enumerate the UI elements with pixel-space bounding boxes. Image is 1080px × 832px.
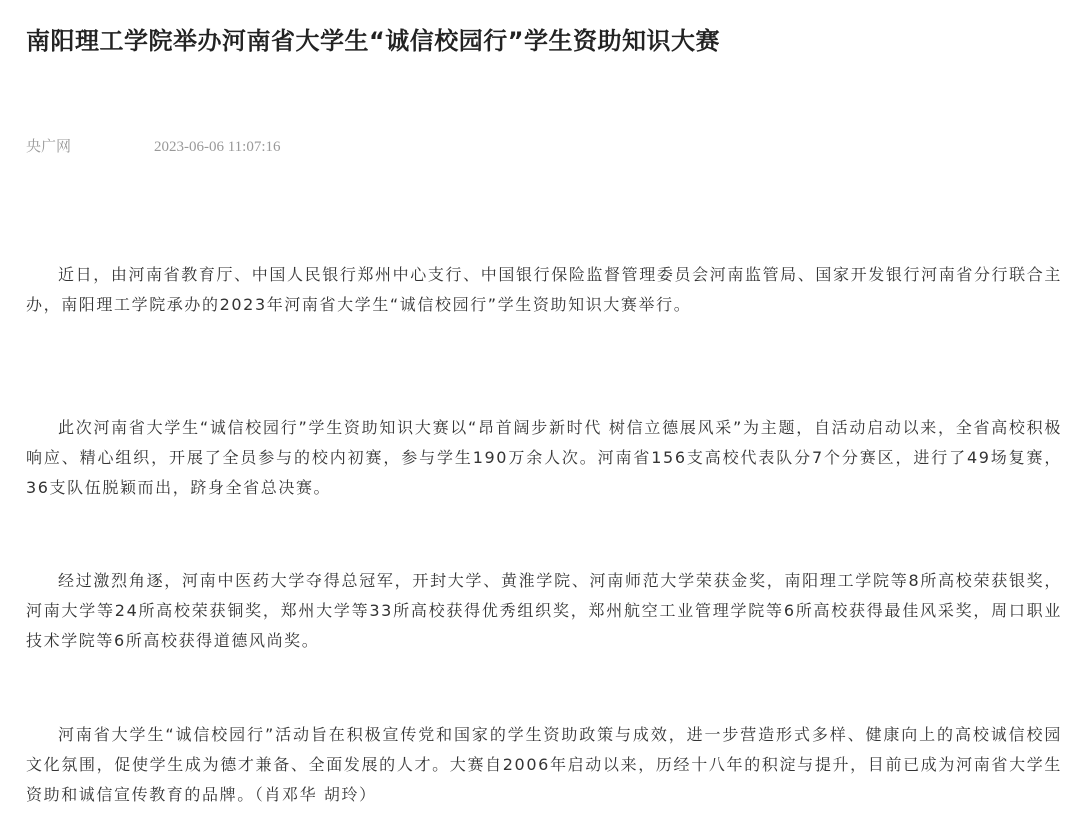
- article-title: 南阳理工学院举办河南省大学生“诚信校园行”学生资助知识大赛: [26, 27, 721, 55]
- article-paragraph-4: 河南省大学生“诚信校园行”活动旨在积极宣传党和国家的学生资助政策与成效，进一步营造形式多样、健康向上的高校诚信校园文化氛围，促使学生成为德才兼备、全面发展的人才。大赛自2006年启动以来，历经十八年的积淀与提升，目前已成为河南省大学生资助和诚信宣传教育的品牌。（肖邓华 胡玲）: [26, 725, 1062, 804]
- article-paragraph-2: 此次河南省大学生“诚信校园行”学生资助知识大赛以“昂首阔步新时代 树信立德展风采”为主题，自活动启动以来，全省高校积极响应、精心组织，开展了全员参与的校内初赛，参与学生190万余人次。河南省156支高校代表队分7个分赛区，进行了49场复赛，36支队伍脱颖而出，跻身全省总决赛。: [26, 418, 1062, 497]
- article-source[interactable]: 央广网: [26, 139, 72, 155]
- article-paragraph-1: 近日，由河南省教育厅、中国人民银行郑州中心支行、中国银行保险监督管理委员会河南监管局、国家开发银行河南省分行联合主办，南阳理工学院承办的2023年河南省大学生“诚信校园行”学生资助知识大赛举行。: [26, 265, 1062, 314]
- article-meta: [26, 136, 281, 158]
- article-datetime: 2023-06-06 11:07:16: [154, 139, 281, 155]
- article-paragraph-3: 经过激烈角逐，河南中医药大学夺得总冠军，开封大学、黄淮学院、河南师范大学荣获金奖，南阳理工学院等8所高校荣获银奖，河南大学等24所高校荣获铜奖，郑州大学等33所高校获得优秀组织奖，郑州航空工业管理学院等6所高校获得最佳风采奖，周口职业技术学院等6所高校获得道德风尚奖。: [26, 571, 1062, 650]
